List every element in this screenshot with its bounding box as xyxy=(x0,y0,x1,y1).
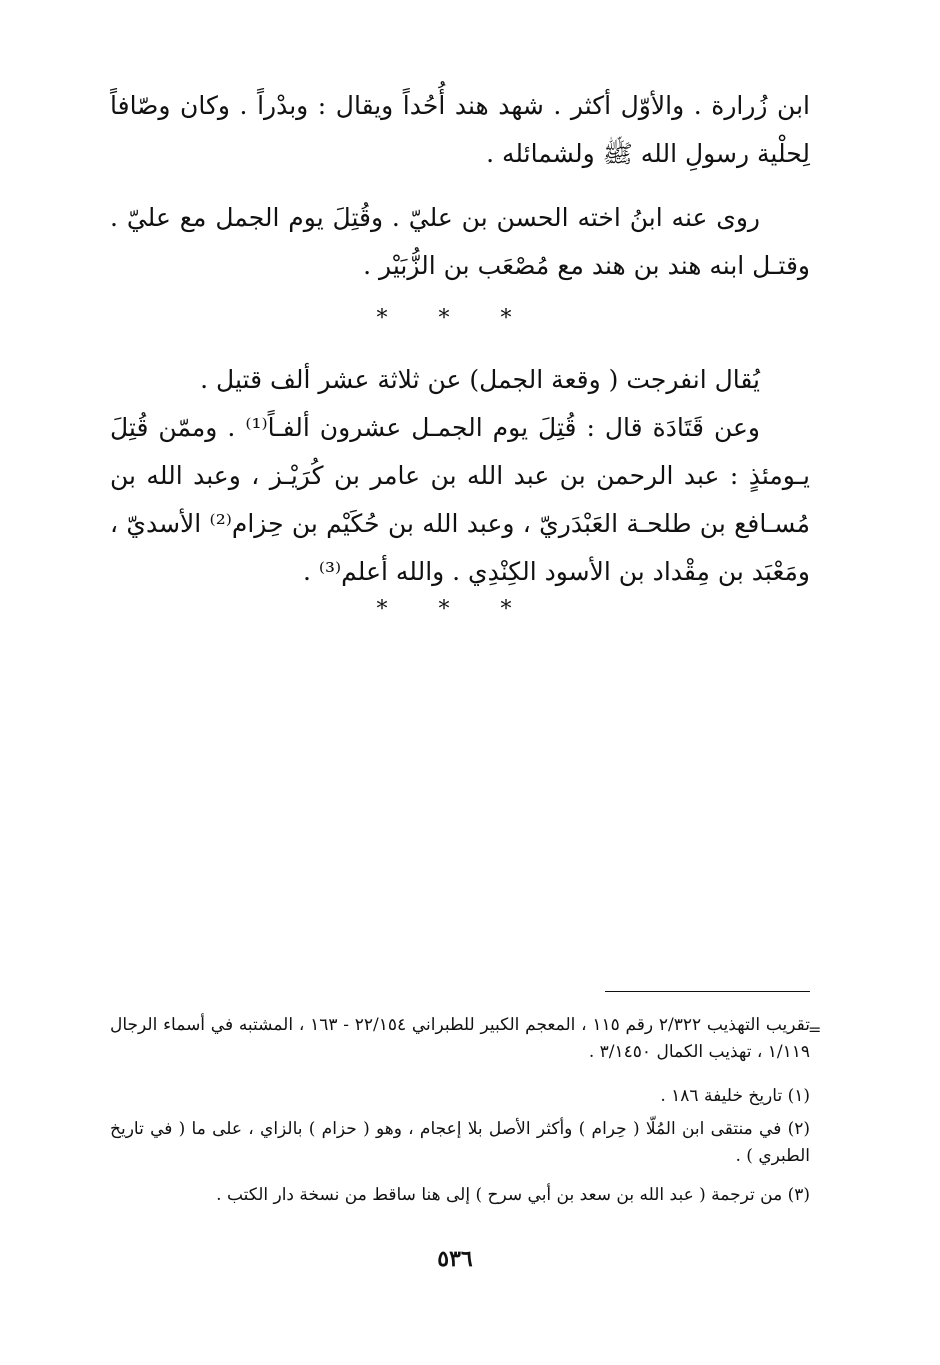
footnote-continuation-mark: = xyxy=(808,1020,822,1039)
section-separator-1: * * * xyxy=(376,306,534,331)
body-paragraph-3: يُقال انفرجت ( وقعة الجمل) عن ثلاثة عشر ألف قتيل . xyxy=(200,365,760,394)
footnote-1: (١) تاريخ خليفة ١٨٦ . xyxy=(660,1086,810,1106)
body-paragraph-4: وعن قَتَادَة قال : قُتِلَ يوم الجمـل عشرون ألفـاً⁽¹⁾ . وممّن قُتِلَ يـومئذٍ : عبد الرحمن بن عبد الله بن عامر بن كُرَيْـز ، وعبد الله بن مُسـافع بن طلحـة العَبْدَريّ ، وعبد الله بن حُكَيْم بن حِزام⁽²⁾ الأسديّ ، ومَعْبَد بن مِقْداد بن الأسود الكِنْدِي . والله أعلم⁽³⁾ . xyxy=(110,413,810,586)
page-number: ٥٣٦ xyxy=(437,1246,473,1272)
footnote-continuation: تقريب التهذيب ٢/٣٢٢ رقم ١١٥ ، المعجم الكبير للطبراني ٢٢/١٥٤ - ١٦٣ ، المشتبه في أسماء الرجال ١/١١٩ ، تهذيب الكمال ٣/١٤٥٠ . xyxy=(110,1015,810,1062)
body-paragraph-2: روى عنه ابنُ اخته الحسن بن عليّ . وقُتِلَ يوم الجمل مع عليّ . وقتـل ابنه هند بن هند مع مُصْعَب بن الزُّبَيْر . xyxy=(110,203,810,280)
footnote-2: (٢) في منتقى ابن المُلّا ( حِرام ) وأكثر الأصل بلا إعجام ، وهو ( حزام ) بالزاي ، على ما ( في تاريخ الطبري ) . xyxy=(110,1119,810,1166)
footnote-divider xyxy=(605,991,810,992)
footnote-3: (٣) من ترجمة ( عبد الله بن سعد بن أبي سرح ) إلى هنا ساقط من نسخة دار الكتب . xyxy=(216,1185,810,1205)
section-separator-2: * * * xyxy=(376,597,534,622)
body-paragraph-1: ابن زُرارة . والأوّل أكثر . شهد هند أُحُداً ويقال : وبدْراً . وكان وصّافاً لِحلْية رسولِ الله ﷺ ولشمائله . xyxy=(110,91,810,168)
